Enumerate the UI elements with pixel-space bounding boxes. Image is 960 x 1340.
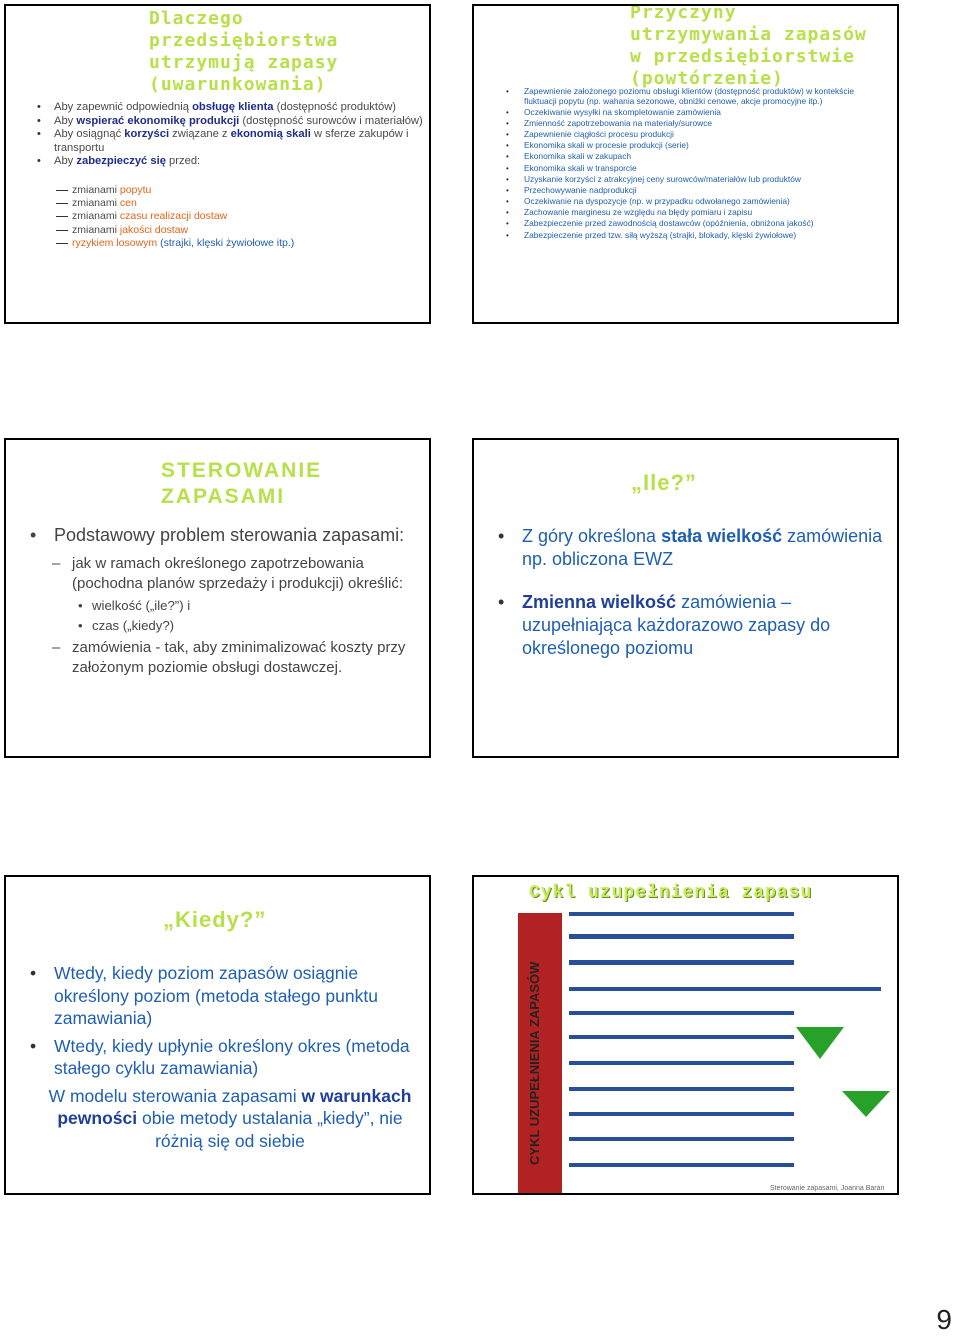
slide4-body — [498, 525, 883, 660]
slide-reasons-repeat — [472, 4, 899, 324]
list-item: • Ekonomika skali w transporcie — [506, 164, 861, 174]
slide4-title: „Ile?” — [631, 470, 697, 495]
slide3-body — [30, 524, 425, 678]
sub-item: zmianami czasu realizacji dostaw — [72, 210, 294, 223]
slide2-title: Przyczyny utrzymywania zapasów w przedsiębiorstwie (powtórzenie) — [630, 4, 867, 89]
band-1 — [569, 912, 794, 916]
list-item: • Aby wspierać ekonomikę produkcji (dostępność surowców i materiałów) — [54, 115, 424, 129]
green-arrow-2 — [842, 1091, 890, 1117]
slide3-title: STEROWANIE ZAPASAMI — [161, 459, 323, 508]
slide-replenishment-cycle — [472, 875, 899, 1195]
list-item: • Zachowanie marginesu ze względu na błędy pomiaru i zapisu — [506, 208, 861, 218]
band-5 — [569, 1011, 794, 1015]
slide1-list — [54, 101, 424, 169]
band-3 — [569, 960, 794, 965]
band-8 — [569, 1087, 794, 1091]
slide6-title: Cykl uzupełnienia zapasu — [529, 883, 813, 903]
sub-point: – jak w ramach określonego zapotrzebowania (pochodna planów sprzedaży i produkcji) określić: — [52, 555, 403, 592]
slide2-list — [506, 87, 861, 240]
sub-item: zmianami jakości dostaw — [72, 224, 294, 237]
band-2 — [569, 934, 794, 939]
list-item: • Zmienność zapotrzebowania na materiały/surowce — [506, 119, 861, 129]
band-4 — [569, 987, 881, 991]
list-item: • Wtedy, kiedy poziom zapasów osiągnie określony poziom (metoda stałego punktu zamawiania) — [30, 963, 378, 1028]
page-number: 9 — [936, 1304, 952, 1335]
sub-item: zmianami popytu — [72, 184, 294, 197]
sub-item: zmianami cen — [72, 197, 294, 210]
list-item: • Ekonomika skali w zakupach — [506, 152, 861, 162]
certainty-note: W modelu sterowania zapasami w warunkach pewności obie metody ustalania „kiedy”, nie różnią się od siebie — [48, 1085, 412, 1151]
slide1-title: Dlaczego przedsiębiorstwa utrzymują zapasy (uwarunkowania) — [149, 8, 339, 95]
list-item: • Wtedy, kiedy upłynie określony okres (metoda stałego cyklu zamawiania) — [30, 1035, 410, 1078]
slide1-sublist — [72, 184, 294, 250]
slide6-footer: Sterowanie zapasami, Joanna Baran — [770, 1185, 885, 1192]
green-arrow-1 — [796, 1027, 844, 1059]
slide-when — [4, 875, 431, 1195]
band-11 — [569, 1163, 794, 1167]
list-item: • Przechowywanie nadprodukcji — [506, 186, 861, 196]
list-item: • Uzyskanie korzyści z atrakcyjnej ceny surowców/materiałów lub produktów — [506, 175, 861, 185]
list-item: • Oczekiwanie wysyłki na skompletowanie zamówienia — [506, 108, 861, 118]
list-item: • Zabezpieczenie przed tzw. siłą wyższą (strajki, blokady, klęski żywiołowe) — [506, 231, 861, 241]
slide-how-much — [472, 438, 899, 758]
slide5-body — [30, 962, 420, 1152]
slide5-title: „Kiedy?” — [163, 907, 267, 932]
list-item: • Zmienna wielkość zamówienia – uzupełniająca każdorazowo zapasy do określonego poziomu — [498, 592, 831, 658]
main-point: • Podstawowy problem sterowania zapasami: — [30, 525, 405, 545]
vertical-label: CYKL UZUPEŁNIENIA ZAPASÓW — [527, 961, 542, 1165]
question-time: • czas („kiedy?) — [78, 618, 175, 633]
list-item: • Oczekiwanie na dyspozycje (np. w przypadku odwołanego zamówienia) — [506, 197, 861, 207]
band-7 — [569, 1061, 794, 1065]
list-item: • Zapewnienie ciągłości procesu produkcji — [506, 130, 861, 140]
list-item: • Aby zabezpieczyć się przed: — [54, 155, 424, 169]
list-item: • Ekonomika skali w procesie produkcji (serie) — [506, 141, 861, 151]
list-item: • Aby osiągnąć korzyści związane z ekonomią skali w sferze zakupów i transportu — [54, 128, 424, 155]
question-size: • wielkość („ile?”) i — [78, 598, 191, 613]
band-10 — [569, 1137, 794, 1141]
sub-point: – zamówienia - tak, aby zminimalizować koszty przy założonym poziomie obsługi dostawczej. — [52, 639, 406, 676]
slide-why-inventories — [4, 4, 431, 324]
list-item: • Zabezpieczenie przed zawodnością dostawców (opóźnienia, obniżona jakość) — [506, 219, 861, 229]
list-item: • Aby zapewnić odpowiednią obsługę klienta (dostępność produktów) — [54, 101, 424, 115]
slide-inventory-control — [4, 438, 431, 758]
band-6 — [569, 1035, 794, 1039]
sub-item: ryzykiem losowym (strajki, klęski żywiołowe itp.) — [72, 236, 295, 249]
band-9 — [569, 1112, 794, 1116]
list-item: • Z góry określona stała wielkość zamówienia np. obliczona EWZ — [498, 526, 883, 569]
list-item: • Zapewnienie założonego poziomu obsługi klientów (dostępność produktów) w kontekście fluktuacji popytu (np. wahania sezonowe, obniżki cenowe, akcje promocyjne itp.) — [506, 87, 861, 106]
